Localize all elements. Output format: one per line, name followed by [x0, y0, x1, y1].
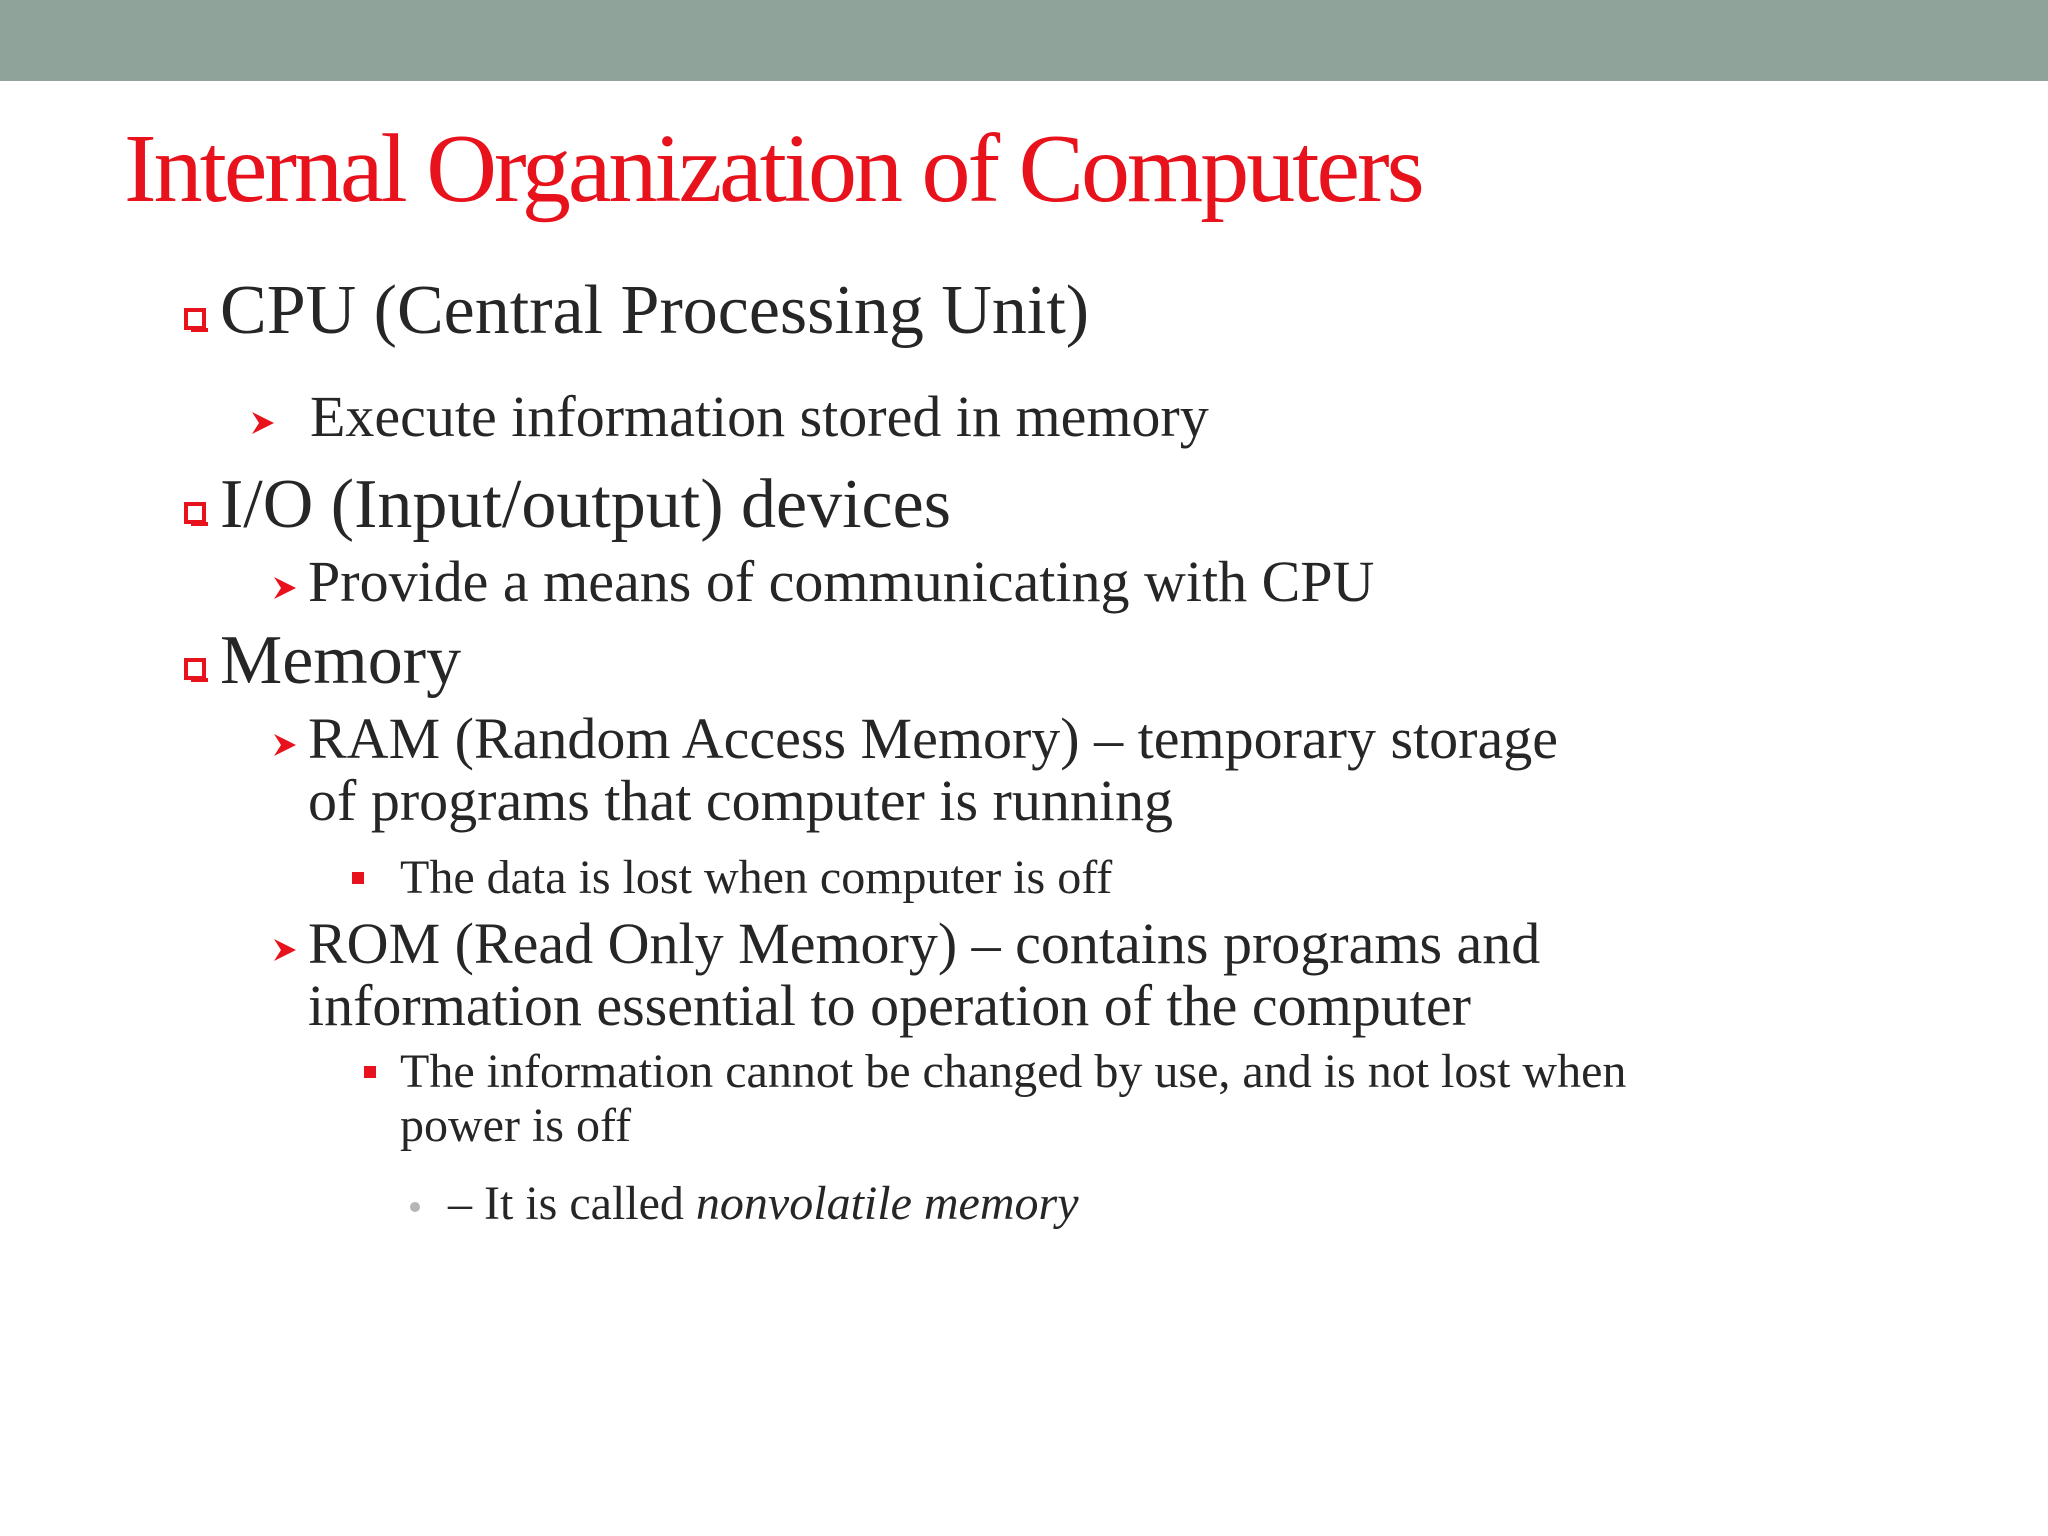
sub-bullet-ram-line2: of programs that computer is running — [308, 768, 1173, 833]
sub-bullet-execute-text: Execute information stored in memory — [310, 384, 1209, 449]
detail-bullet-nonvolatile-text — [448, 1177, 1079, 1230]
top-accent-bar — [0, 0, 2048, 81]
arrowhead-icon — [250, 410, 276, 436]
filled-square-icon — [364, 1066, 376, 1078]
detail-bullet-data-lost-text: The data is lost when computer is off — [400, 851, 1113, 904]
sub-bullet-ram-line1: RAM (Random Access Memory) – temporary storage — [308, 706, 1558, 771]
arrowhead-icon — [272, 732, 298, 758]
nonvolatile-prefix: – It is called — [448, 1177, 696, 1230]
hollow-square-icon — [184, 308, 206, 330]
sub-bullet-provide-text: Provide a means of communicating with CPU — [308, 549, 1375, 614]
detail-bullet-not-lost-line2: power is off — [400, 1099, 632, 1152]
filled-square-icon — [352, 872, 364, 884]
bullet-memory-text: Memory — [220, 622, 462, 699]
hollow-square-icon — [184, 658, 206, 680]
detail-bullet-not-lost-line1: The information cannot be changed by use, and is not lost when — [400, 1045, 1627, 1098]
bullet-cpu-text: CPU (Central Processing Unit) — [220, 272, 1090, 349]
nonvolatile-emphasis: nonvolatile memory — [695, 1177, 1079, 1230]
sub-bullet-rom-line2: information essential to operation of the computer — [308, 973, 1471, 1038]
sub-bullet-rom-line1: ROM (Read Only Memory) – contains programs and — [308, 911, 1541, 976]
bullet-io-text: I/O (Input/output) devices — [220, 466, 951, 543]
hollow-square-icon — [184, 502, 206, 524]
slide-title: Internal Organization of Computers — [124, 115, 1422, 223]
arrowhead-icon — [272, 575, 298, 601]
dot-icon — [410, 1202, 420, 1212]
arrowhead-icon — [272, 937, 298, 963]
